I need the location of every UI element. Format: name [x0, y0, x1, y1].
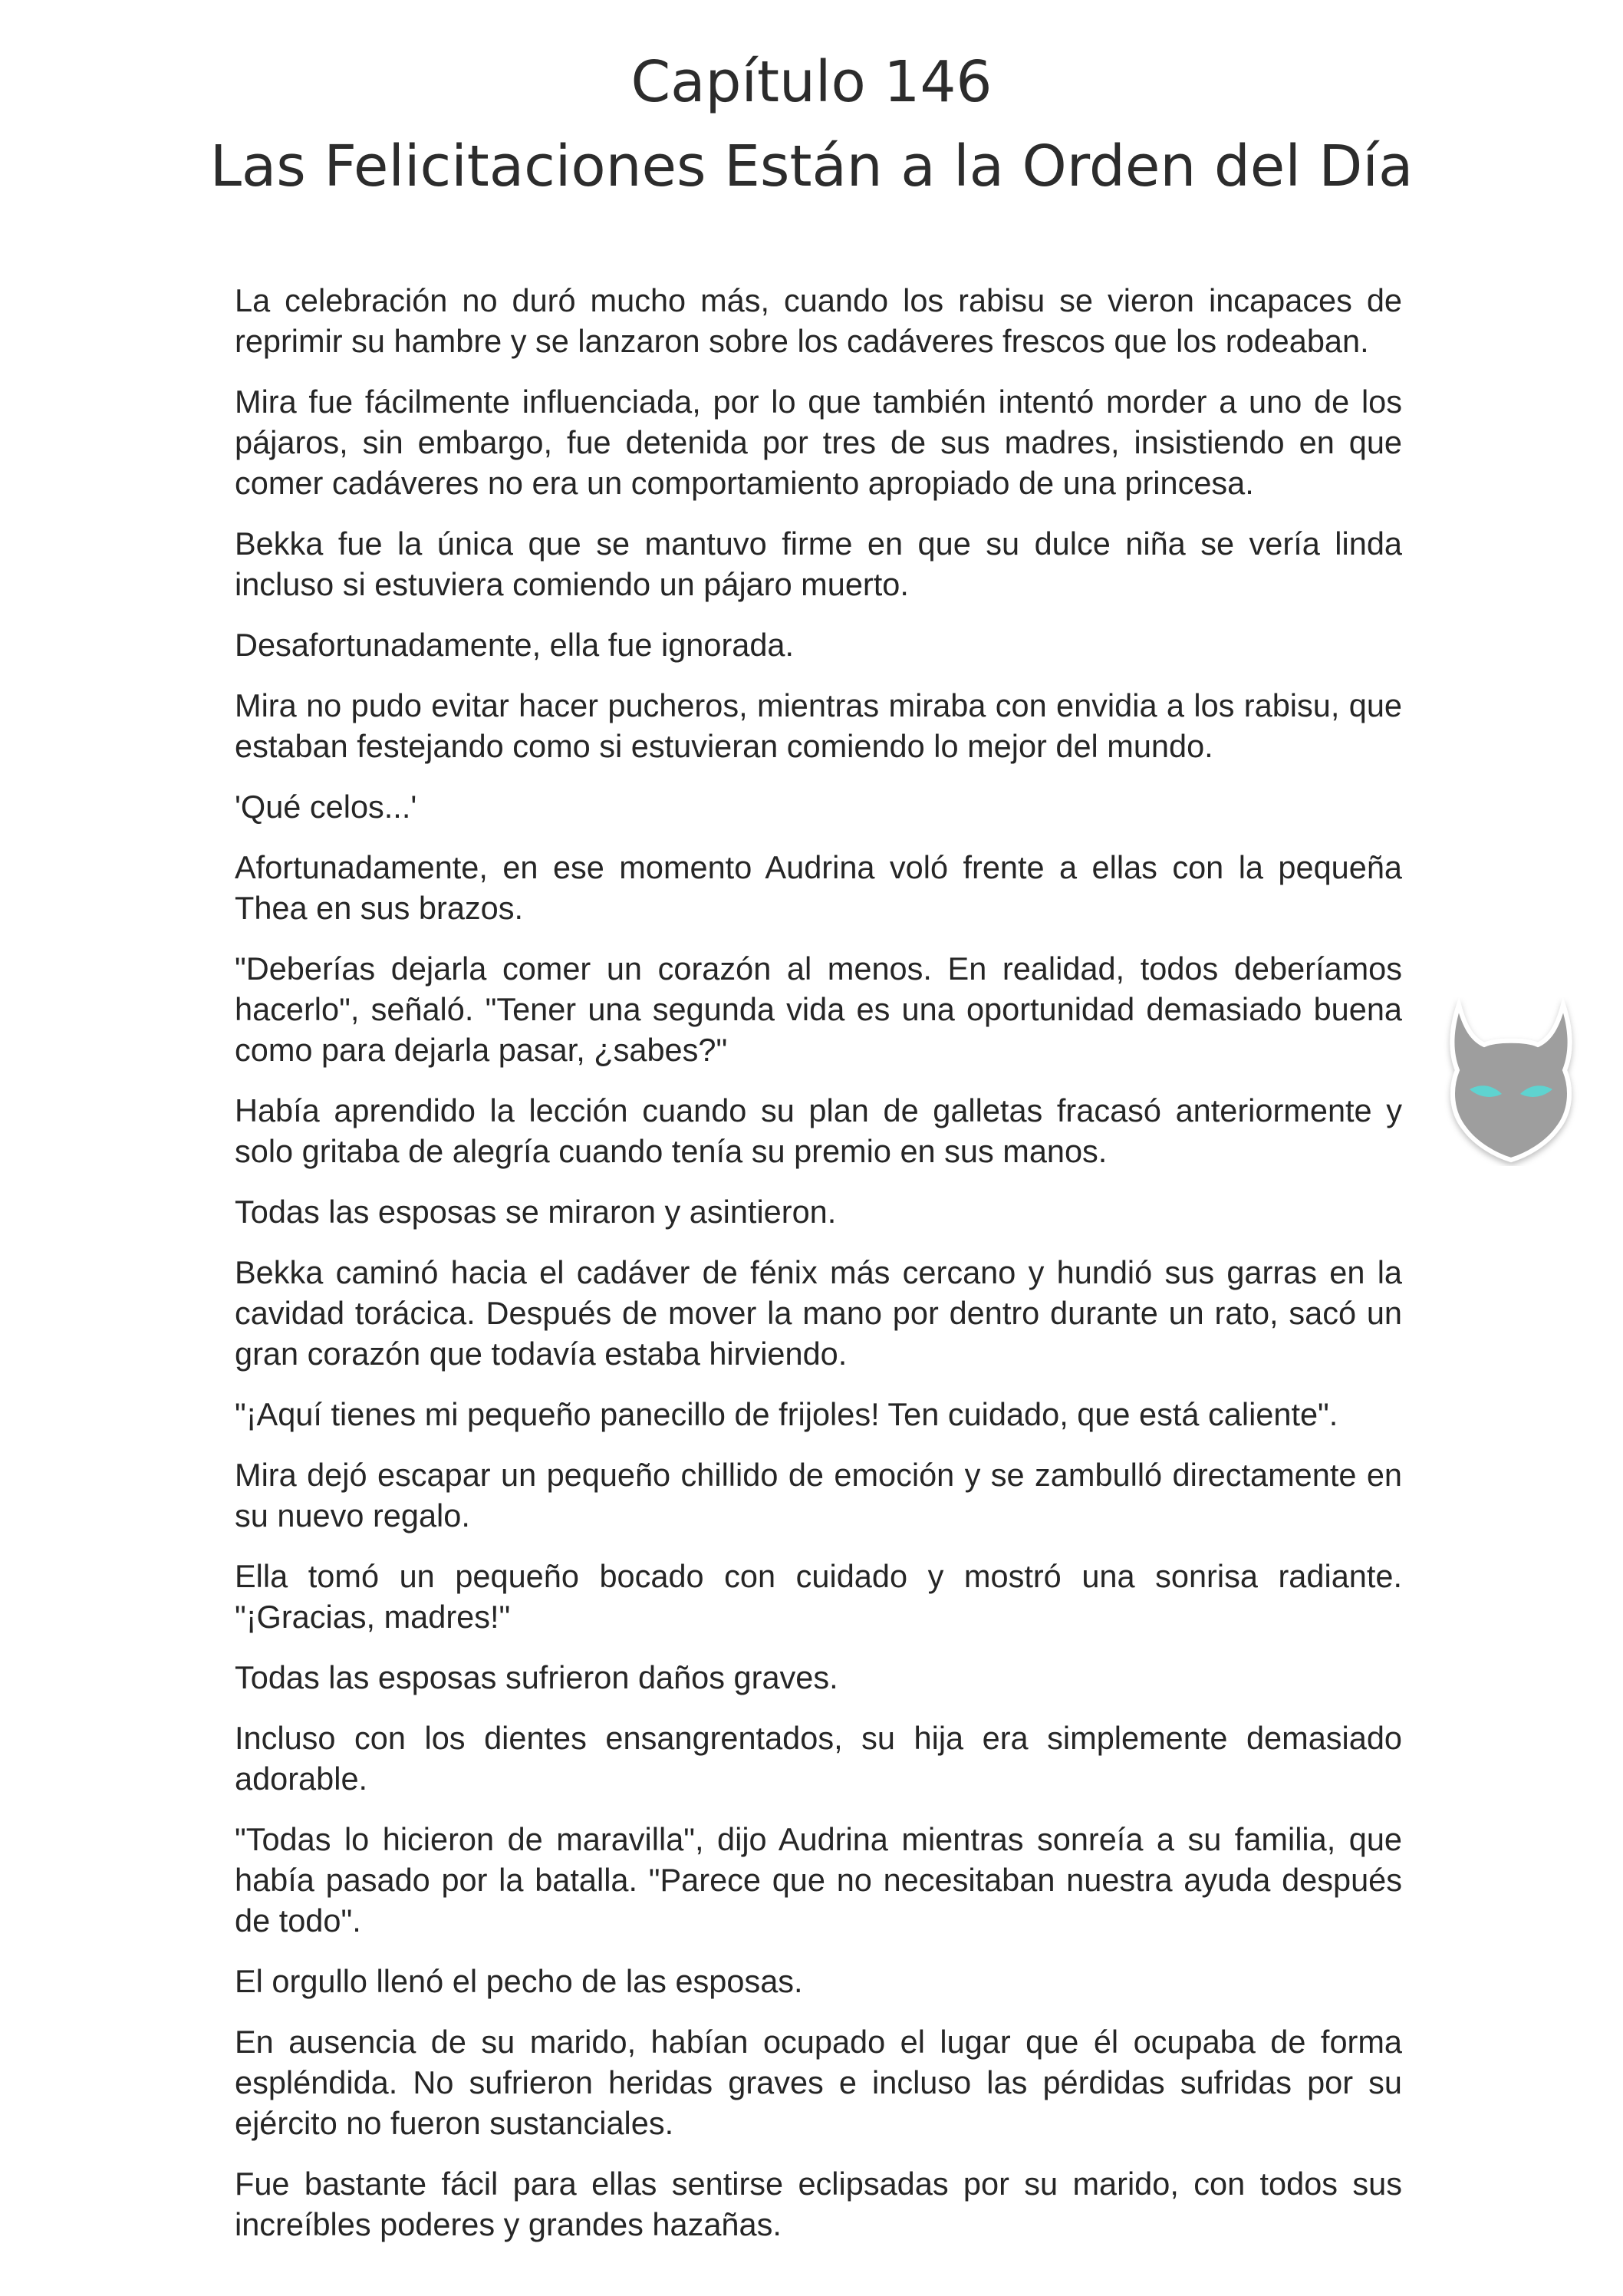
paragraph: En ausencia de su marido, habían ocupado el lugar que él ocupaba de forma espléndida. No sufrieron heridas graves e incluso las pérdidas sufridas por su ejército no fueron sustanciales. [235, 2024, 1402, 2141]
paragraph: Bekka fue la única que se mantuvo firme en que su dulce niña se vería linda incluso si estuviera comiendo un pájaro muerto. [235, 525, 1402, 602]
paragraph: "¡Aquí tienes mi pequeño panecillo de frijoles! Ten cuidado, que está caliente". [235, 1396, 1338, 1432]
paragraph: El orgullo llenó el pecho de las esposas. [235, 1963, 803, 1999]
paragraph: Incluso con los dientes ensangrentados, su hija era simplemente demasiado adorable. [235, 1720, 1402, 1797]
paragraph: Mira dejó escapar un pequeño chillido de emoción y se zambulló directamente en su nuevo regalo. [235, 1457, 1402, 1533]
paragraph: "Deberías dejarla comer un corazón al menos. En realidad, todos deberíamos hacerlo", señaló. "Tener una segunda vida es una oportunidad demasiado buena como para dejarla pasar, ¿sabes?" [235, 950, 1402, 1068]
paragraph: Ella tomó un pequeño bocado con cuidado y mostró una sonrisa radiante. "¡Gracias, madres!" [235, 1558, 1402, 1635]
demon-head-icon [1442, 997, 1580, 1166]
chapter-body [235, 280, 1402, 2265]
demon-head-shape [1452, 1005, 1569, 1160]
paragraph: Todas las esposas se miraron y asintieron. [235, 1194, 837, 1230]
chapter-number: Capítulo 146 [630, 49, 993, 115]
paragraph: Desafortunadamente, ella fue ignorada. [235, 627, 795, 663]
paragraph: 'Qué celos...' [235, 789, 417, 825]
paragraph: Bekka caminó hacia el cadáver de fénix más cercano y hundió sus garras en la cavidad torácica. Después de mover la mano por dentro durante un rato, sacó un gran corazón que todavía estaba hirviendo. [235, 1254, 1402, 1372]
paragraph: "Todas lo hicieron de maravilla", dijo Audrina mientras sonreía a su familia, que había pasado por la batalla. "Parece que no necesitaban nuestra ayuda después de todo". [235, 1821, 1402, 1939]
paragraph: Mira no pudo evitar hacer pucheros, mientras miraba con envidia a los rabisu, que estaban festejando como si estuvieran comiendo lo mejor del mundo. [235, 687, 1402, 764]
chapter-header [0, 40, 1623, 209]
chapter-title: Las Felicitaciones Están a la Orden del Día [209, 133, 1414, 199]
paragraph: Mira fue fácilmente influenciada, por lo que también intentó morder a uno de los pájaros, sin embargo, fue detenida por tres de sus madres, insistiendo en que comer cadáveres no era un comportamiento apropiado de una princesa. [235, 384, 1402, 501]
paragraph: Había aprendido la lección cuando su plan de galletas fracasó anteriormente y solo gritaba de alegría cuando tenía su premio en sus manos. [235, 1092, 1402, 1169]
paragraph: Fue bastante fácil para ellas sentirse eclipsadas por su marido, con todos sus increíbles poderes y grandes hazañas. [235, 2166, 1402, 2242]
paragraph: Afortunadamente, en ese momento Audrina voló frente a ellas con la pequeña Thea en sus brazos. [235, 849, 1402, 926]
paragraph: La celebración no duró mucho más, cuando los rabisu se vieron incapaces de reprimir su hambre y se lanzaron sobre los cadáveres frescos que los rodeaban. [235, 282, 1402, 359]
paragraph: Todas las esposas sufrieron daños graves. [235, 1659, 838, 1695]
